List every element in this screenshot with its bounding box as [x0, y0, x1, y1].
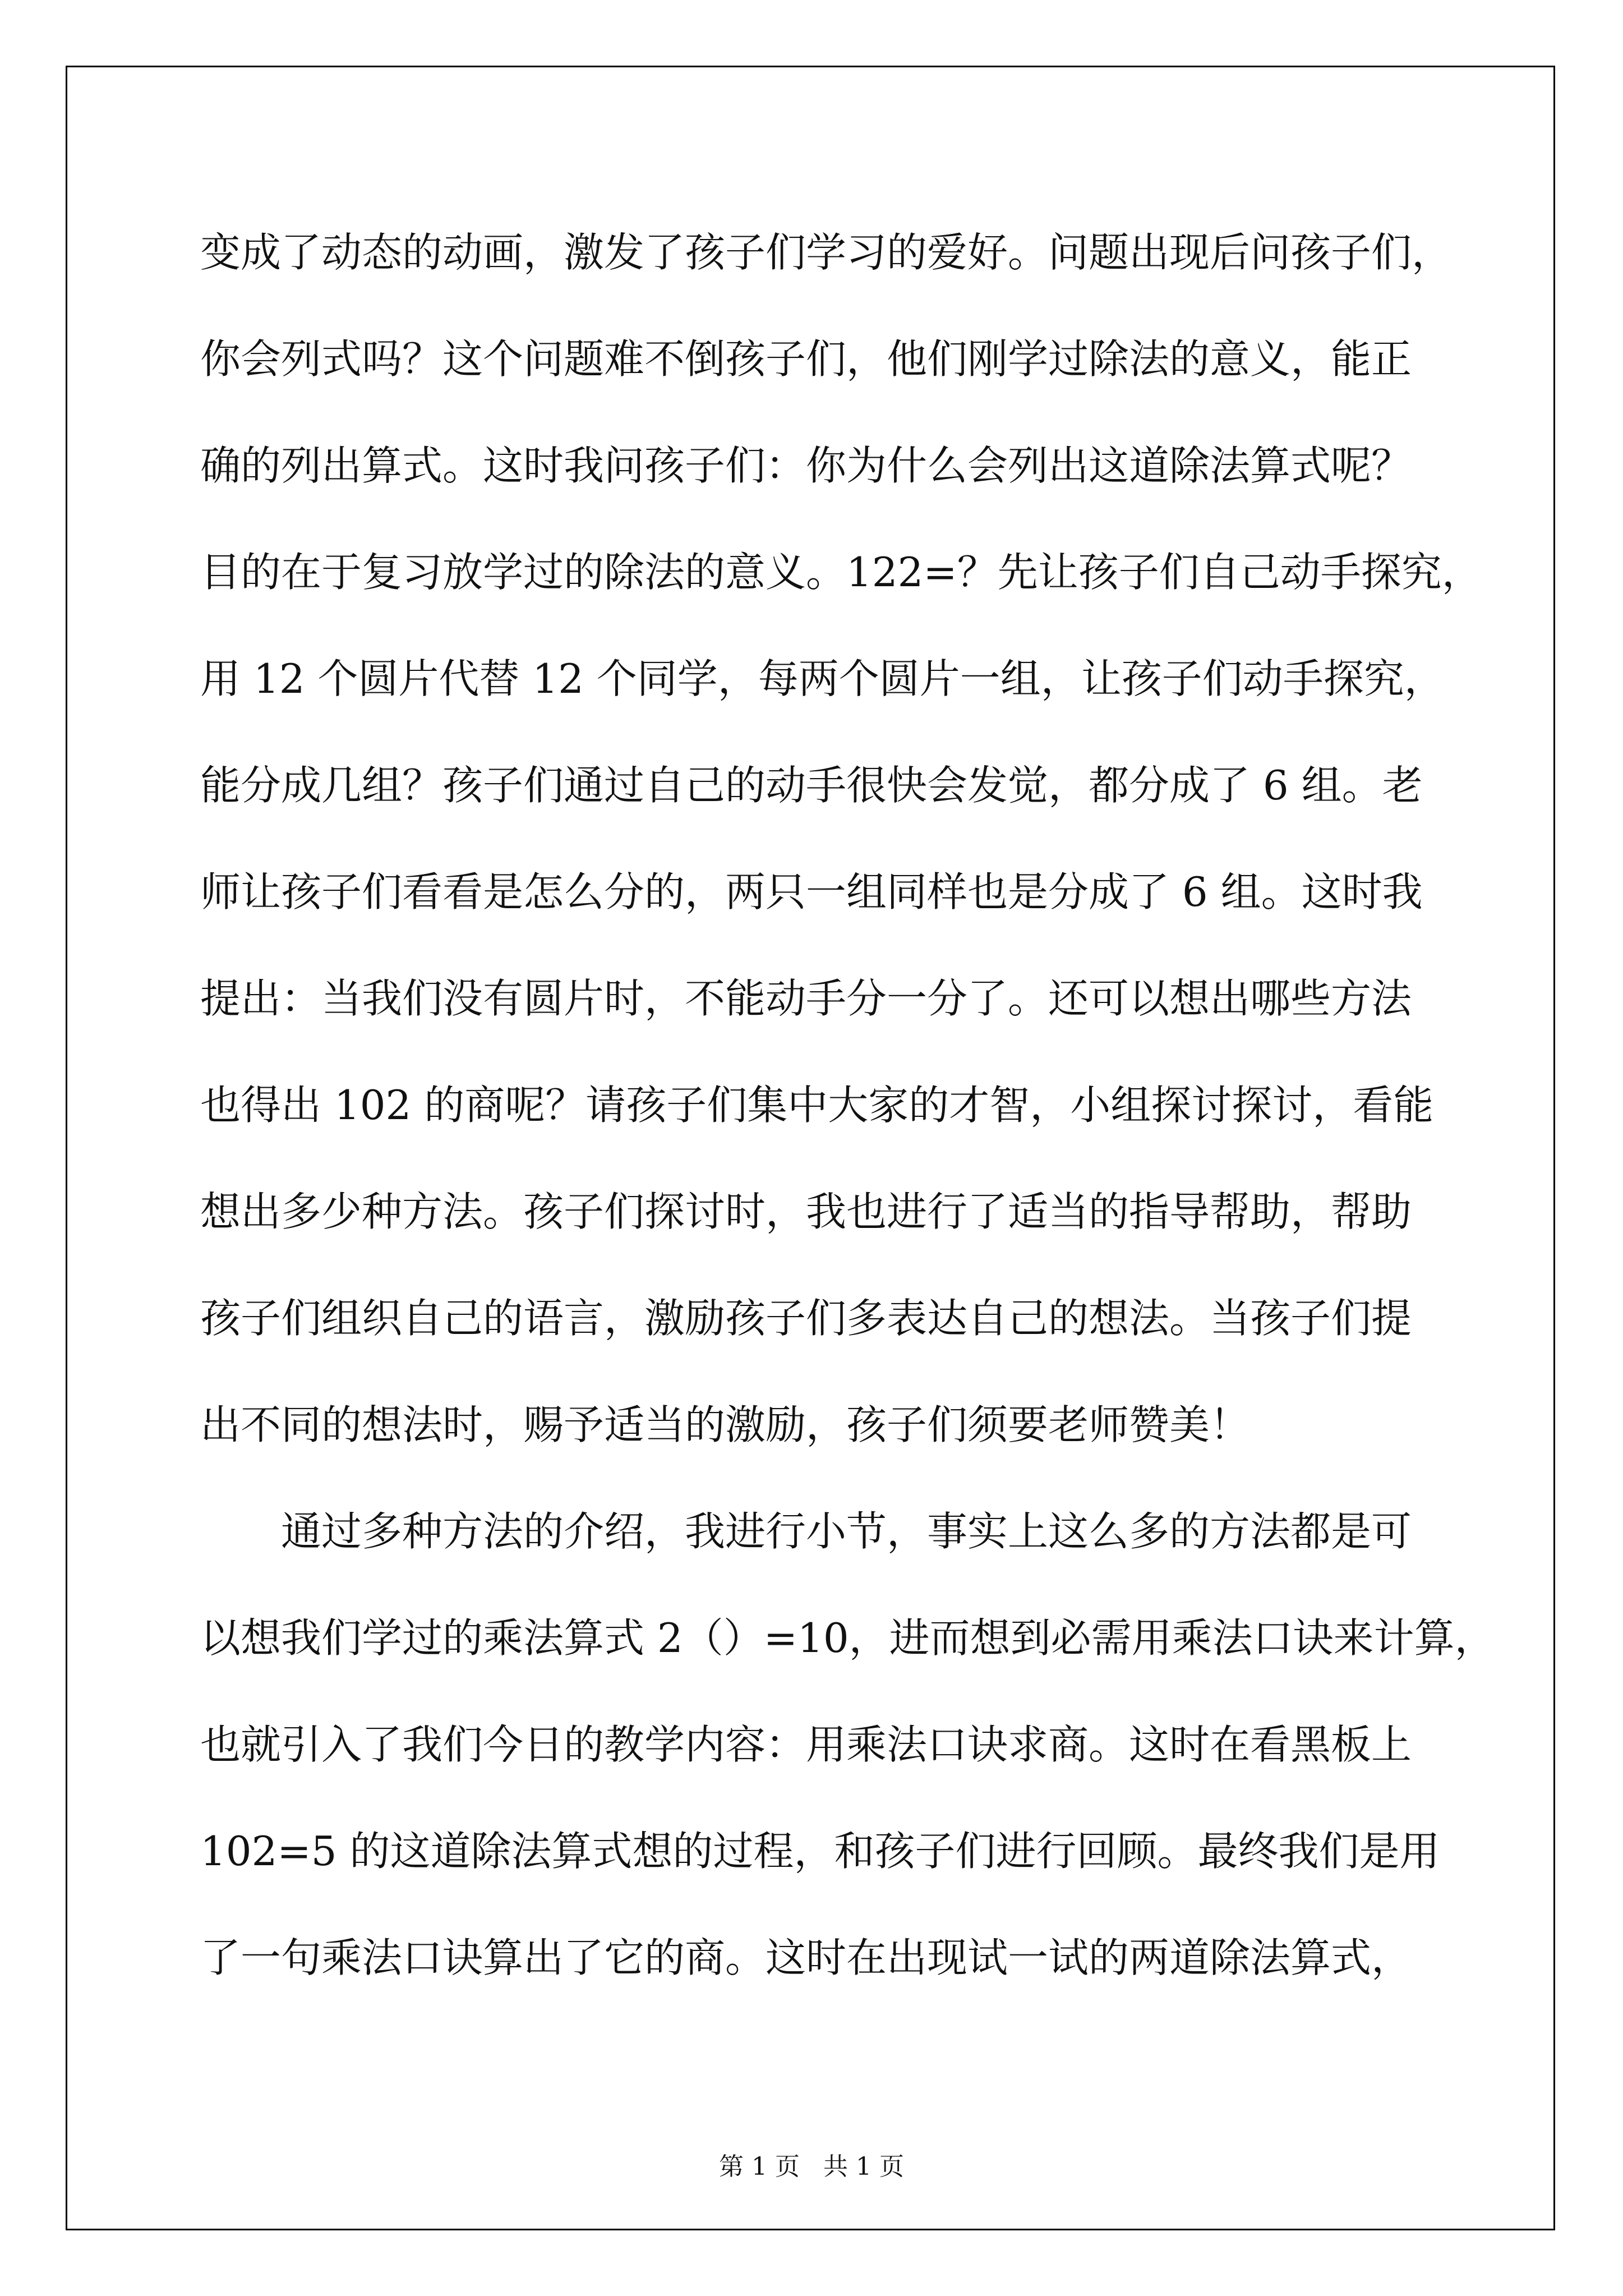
text-line: 孩子们组织自己的语言，激励孩子们多表达自己的想法。当孩子们提 — [200, 1295, 1412, 1342]
text-line: 想出多少种方法。孩子们探讨时，我也进行了适当的指导帮助，帮助 — [200, 1188, 1412, 1235]
page-number: 第 1 页 — [719, 2152, 800, 2181]
text-line: 目的在于复习放学过的除法的意义。122=？先让孩子们自己动手探究， — [200, 549, 1482, 596]
text-line: 确的列出算式。这时我问孩子们：你为什么会列出这道除法算式呢？ — [200, 442, 1412, 489]
text-line: 也得出 102 的商呢？请孩子们集中大家的才智，小组探讨探讨，看能 — [200, 1082, 1434, 1129]
text-line: 师让孩子们看看是怎么分的，两只一组同样也是分成了 6 组。这时我 — [200, 868, 1423, 915]
text-line: 出不同的想法时，赐予适当的激励，孩子们须要老师赞美！ — [200, 1401, 1251, 1448]
text-line-paragraph-start: 通过多种方法的介绍，我进行小节，事实上这么多的方法都是可 — [281, 1508, 1412, 1555]
text-line: 你会列式吗？这个问题难不倒孩子们，他们刚学过除法的意义，能正 — [200, 335, 1412, 383]
text-line: 提出：当我们没有圆片时，不能动手分一分了。还可以想出哪些方法 — [200, 975, 1412, 1022]
page-total: 共 1 页 — [823, 2152, 904, 2181]
text-line: 也就引入了我们今日的教学内容：用乘法口诀求商。这时在看黑板上 — [200, 1721, 1412, 1768]
text-line: 102=5 的这道除法算式想的过程，和孩子们进行回顾。最终我们是用 — [200, 1828, 1440, 1875]
page-footer — [0, 2151, 1623, 2183]
text-line: 以想我们学过的乘法算式 2（）=10，进而想到必需用乘法口诀来计算， — [200, 1614, 1495, 1662]
document-body — [200, 199, 1495, 2011]
text-line: 变成了动态的动画，激发了孩子们学习的爱好。问题出现后问孩子们， — [200, 229, 1453, 276]
text-line: 了一句乘法口诀算出了它的商。这时在出现试一试的两道除法算式， — [200, 1934, 1412, 1981]
text-line: 用 12 个圆片代替 12 个同学，每两个圆片一组，让孩子们动手探究， — [200, 655, 1445, 702]
text-line: 能分成几组？孩子们通过自己的动手很快会发觉，都分成了 6 组。老 — [200, 762, 1423, 809]
